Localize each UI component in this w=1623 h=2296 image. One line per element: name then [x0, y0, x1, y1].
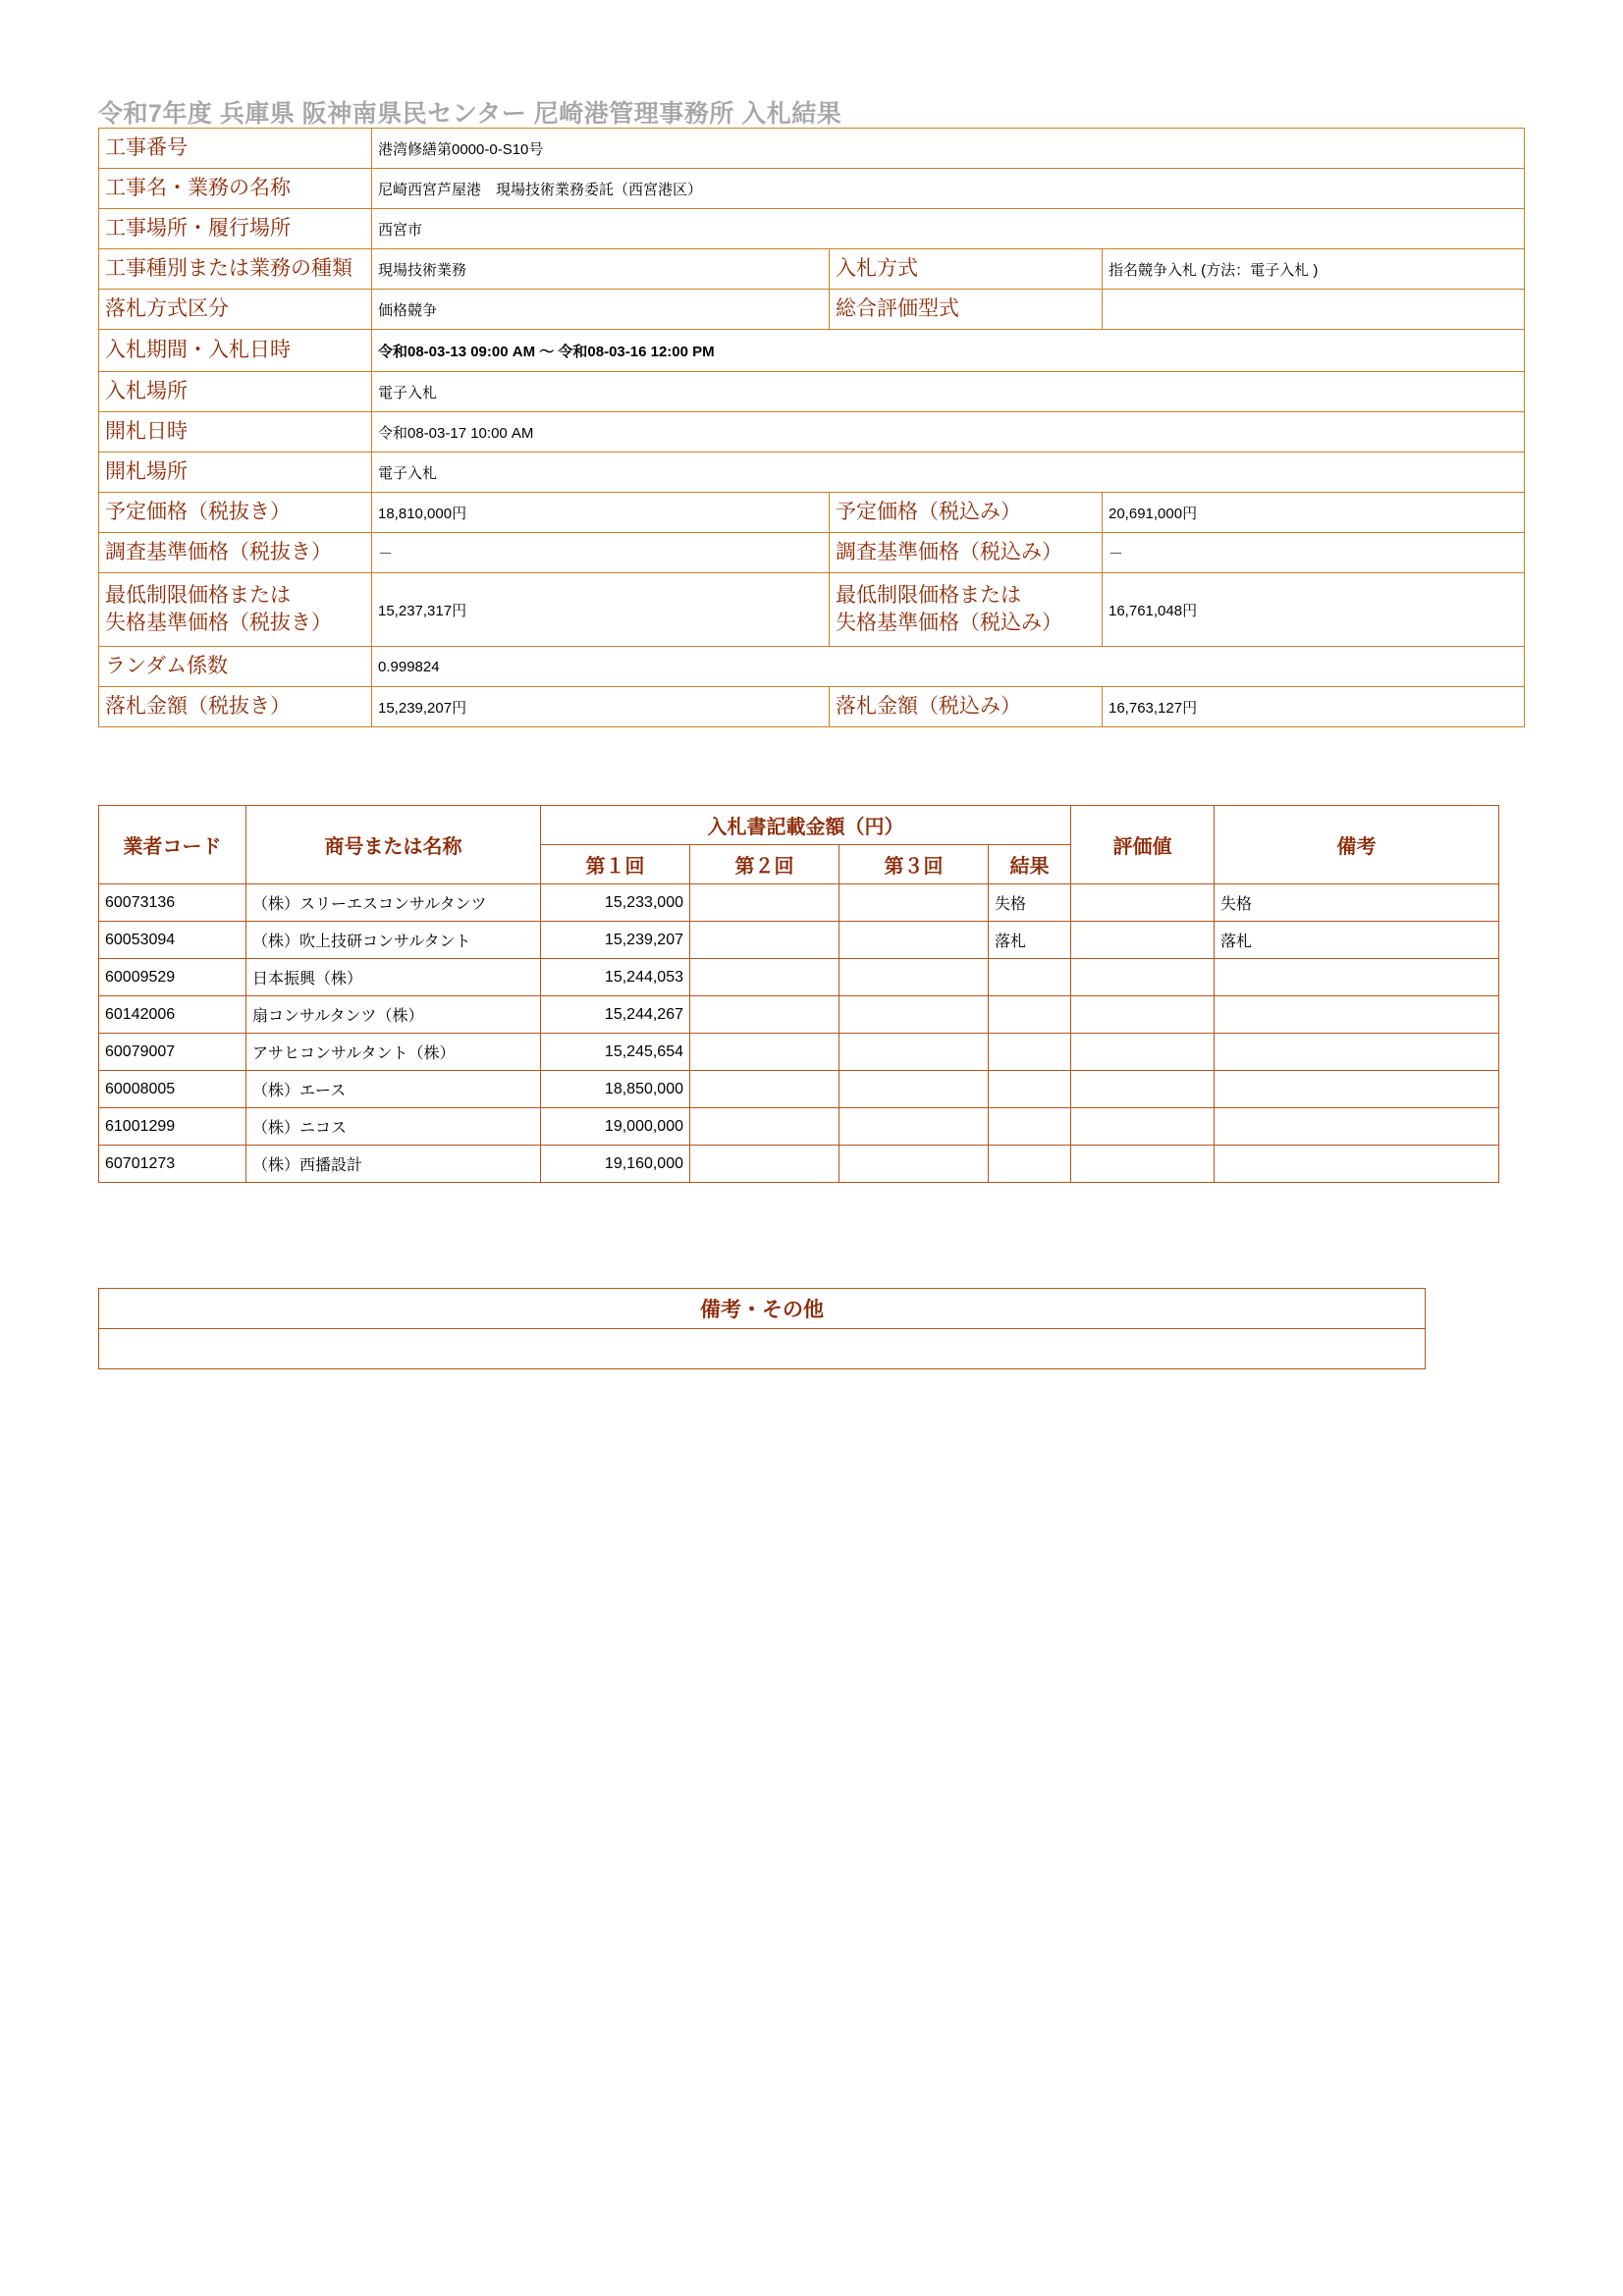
table-row: [99, 996, 1499, 1034]
label-saitei-nuki: [99, 573, 372, 647]
info-row-saitei-seigen: [99, 573, 1525, 647]
label-saitei-nuki-line2: 失格基準価格（税抜き）: [105, 612, 332, 634]
label-yotei-nuki: 予定価格（税抜き）: [99, 493, 372, 533]
header-evaluation: 評価値: [1071, 806, 1215, 884]
label-rakusatsu-kubun: 落札方式区分: [99, 290, 372, 330]
label-saitei-nuki-line1: 最低制限価格または: [105, 583, 291, 607]
bidder-result: 失格: [989, 884, 1071, 922]
value-rakusatsu-komi: 16,763,127円: [1103, 687, 1525, 727]
bidder-round1-amount: 15,239,207: [541, 922, 690, 959]
label-chosa-komi: 調査基準価格（税込み）: [830, 533, 1103, 573]
bidder-code: 61001299: [99, 1108, 246, 1146]
value-basho: 西宮市: [372, 209, 1525, 249]
bidder-evaluation: [1071, 1034, 1215, 1071]
bidder-remarks: [1215, 1034, 1499, 1071]
value-random: 0.999824: [372, 647, 1525, 687]
info-row-rakusatsu-kingaku: [99, 687, 1525, 727]
table-row: [99, 922, 1499, 959]
bidder-round3-amount: [839, 959, 989, 996]
value-nyusatsu-basho: 電子入札: [372, 372, 1525, 412]
bidder-remarks: [1215, 959, 1499, 996]
bidder-round3-amount: [839, 1146, 989, 1183]
info-row-rakusatsu-kubun: [99, 290, 1525, 330]
label-kaisatsu-basho: 開札場所: [99, 453, 372, 493]
bidders-body: [99, 884, 1499, 1183]
value-yotei-komi: 20,691,000円: [1103, 493, 1525, 533]
bidder-evaluation: [1071, 959, 1215, 996]
bidder-result: [989, 1108, 1071, 1146]
label-shubetsu: 工事種別または業務の種類: [99, 249, 372, 290]
info-row-yotei-kakaku: [99, 493, 1525, 533]
header-code: 業者コード: [99, 806, 246, 884]
bidders-header-row-1: [99, 806, 1499, 845]
bidder-round2-amount: [690, 1146, 839, 1183]
bidder-name: 扇コンサルタンツ（株）: [246, 996, 541, 1034]
info-row-random: [99, 647, 1525, 687]
bidder-evaluation: [1071, 922, 1215, 959]
bidder-code: 60142006: [99, 996, 246, 1034]
info-row-shubetsu: [99, 249, 1525, 290]
bidder-round3-amount: [839, 884, 989, 922]
header-amount-group: 入札書記載金額（円）: [541, 806, 1071, 845]
info-row-kaisatsu-basho: [99, 453, 1525, 493]
bidder-remarks: [1215, 1071, 1499, 1108]
value-rakusatsu-kubun: 価格競争: [372, 290, 830, 330]
bidder-result: [989, 1146, 1071, 1183]
table-row: [99, 959, 1499, 996]
label-koji-bango: 工事番号: [99, 129, 372, 169]
bidder-round3-amount: [839, 996, 989, 1034]
bidder-remarks: 落札: [1215, 922, 1499, 959]
value-shubetsu: 現場技術業務: [372, 249, 830, 290]
bidder-result: [989, 996, 1071, 1034]
label-koji-mei: 工事名・業務の名称: [99, 169, 372, 209]
bidder-code: 60009529: [99, 959, 246, 996]
table-row: [99, 1108, 1499, 1146]
header-round2: 第２回: [690, 845, 839, 884]
header-round3: 第３回: [839, 845, 989, 884]
table-row: [99, 1034, 1499, 1071]
bidder-remarks: 失格: [1215, 884, 1499, 922]
value-yotei-nuki: 18,810,000円: [372, 493, 830, 533]
bidder-evaluation: [1071, 996, 1215, 1034]
bidder-round1-amount: 15,245,654: [541, 1034, 690, 1071]
remarks-body-row: [99, 1329, 1426, 1369]
bidder-result: [989, 959, 1071, 996]
bidder-round1-amount: 18,850,000: [541, 1071, 690, 1108]
label-basho: 工事場所・履行場所: [99, 209, 372, 249]
bidder-result: [989, 1034, 1071, 1071]
value-saitei-komi: 16,761,048円: [1103, 573, 1525, 647]
value-saitei-nuki: 15,237,317円: [372, 573, 830, 647]
label-yotei-komi: 予定価格（税込み）: [830, 493, 1103, 533]
bidder-evaluation: [1071, 1146, 1215, 1183]
bidder-name: アサヒコンサルタント（株）: [246, 1034, 541, 1071]
value-nyusatsu-hoshiki: 指名競争入札 (方法：電子入札 ): [1103, 249, 1525, 290]
header-round1: 第１回: [541, 845, 690, 884]
bidder-round2-amount: [690, 884, 839, 922]
label-kikan: 入札期間・入札日時: [99, 330, 372, 372]
table-row: [99, 1146, 1499, 1183]
bidder-round1-amount: 19,000,000: [541, 1108, 690, 1146]
label-random: ランダム係数: [99, 647, 372, 687]
value-rakusatsu-nuki: 15,239,207円: [372, 687, 830, 727]
bidder-evaluation: [1071, 884, 1215, 922]
bid-info-table: [98, 128, 1525, 727]
value-sogo-hyoka: [1103, 290, 1525, 330]
info-row-kikan: [99, 330, 1525, 372]
bidder-round3-amount: [839, 922, 989, 959]
remarks-header-row: [99, 1289, 1426, 1329]
value-chosa-komi: －: [1103, 533, 1525, 573]
bidder-remarks: [1215, 1108, 1499, 1146]
bidder-code: 60053094: [99, 922, 246, 959]
value-koji-bango: 港湾修繕第0000-0-S10号: [372, 129, 1525, 169]
bidder-code: 60073136: [99, 884, 246, 922]
label-kaisatsu-nichiji: 開札日時: [99, 412, 372, 453]
bidder-round1-amount: 19,160,000: [541, 1146, 690, 1183]
label-saitei-komi-line1: 最低制限価格または: [836, 583, 1021, 607]
bidder-round2-amount: [690, 1108, 839, 1146]
bidder-name: 日本振興（株）: [246, 959, 541, 996]
info-row-chosa-kijun: [99, 533, 1525, 573]
info-row-koji-bango: [99, 129, 1525, 169]
bidder-name: （株）西播設計: [246, 1146, 541, 1183]
remarks-table: [98, 1288, 1426, 1369]
bidder-round1-amount: 15,233,000: [541, 884, 690, 922]
label-nyusatsu-basho: 入札場所: [99, 372, 372, 412]
label-nyusatsu-hoshiki: 入札方式: [830, 249, 1103, 290]
remarks-header: 備考・その他: [99, 1289, 1426, 1329]
page-title: 令和7年度 兵庫県 阪神南県民センター 尼崎港管理事務所 入札結果: [98, 100, 842, 128]
label-rakusatsu-nuki: 落札金額（税抜き）: [99, 687, 372, 727]
bidder-name: （株）エース: [246, 1071, 541, 1108]
value-kaisatsu-basho: 電子入札: [372, 453, 1525, 493]
table-row: [99, 884, 1499, 922]
bidders-table: [98, 805, 1499, 1183]
bidder-result: [989, 1071, 1071, 1108]
bidder-result: 落札: [989, 922, 1071, 959]
value-chosa-nuki: －: [372, 533, 830, 573]
header-result: 結果: [989, 845, 1071, 884]
bidder-code: 60008005: [99, 1071, 246, 1108]
bidder-round2-amount: [690, 922, 839, 959]
bidder-round1-amount: 15,244,053: [541, 959, 690, 996]
bidder-name: （株）スリーエスコンサルタンツ: [246, 884, 541, 922]
info-row-kaisatsu-nichiji: [99, 412, 1525, 453]
bidder-round2-amount: [690, 1071, 839, 1108]
value-kaisatsu-nichiji: 令和08-03-17 10:00 AM: [372, 412, 1525, 453]
bidder-evaluation: [1071, 1071, 1215, 1108]
value-koji-mei: 尼崎西宮芦屋港 現場技術業務委託（西宮港区）: [372, 169, 1525, 209]
label-saitei-komi-line2: 失格基準価格（税込み）: [836, 612, 1062, 634]
info-row-basho: [99, 209, 1525, 249]
remarks-body: [99, 1329, 1426, 1369]
bidder-remarks: [1215, 996, 1499, 1034]
label-sogo-hyoka: 総合評価型式: [830, 290, 1103, 330]
bidder-round2-amount: [690, 996, 839, 1034]
info-row-koji-mei: [99, 169, 1525, 209]
bidder-code: 60079007: [99, 1034, 246, 1071]
bidder-round3-amount: [839, 1071, 989, 1108]
bidder-name: （株）ニコス: [246, 1108, 541, 1146]
label-saitei-komi: [830, 573, 1103, 647]
bidder-round2-amount: [690, 1034, 839, 1071]
header-remarks: 備考: [1215, 806, 1499, 884]
bidder-name: （株）吹上技研コンサルタント: [246, 922, 541, 959]
bidder-evaluation: [1071, 1108, 1215, 1146]
table-row: [99, 1071, 1499, 1108]
value-kikan: 令和08-03-13 09:00 AM ～ 令和08-03-16 12:00 PM: [372, 330, 1525, 372]
bidder-code: 60701273: [99, 1146, 246, 1183]
info-row-nyusatsu-basho: [99, 372, 1525, 412]
bidder-round1-amount: 15,244,267: [541, 996, 690, 1034]
header-name: 商号または名称: [246, 806, 541, 884]
label-rakusatsu-komi: 落札金額（税込み）: [830, 687, 1103, 727]
bidder-remarks: [1215, 1146, 1499, 1183]
bidder-round3-amount: [839, 1034, 989, 1071]
bidder-round2-amount: [690, 959, 839, 996]
label-chosa-nuki: 調査基準価格（税抜き）: [99, 533, 372, 573]
bidder-round3-amount: [839, 1108, 989, 1146]
